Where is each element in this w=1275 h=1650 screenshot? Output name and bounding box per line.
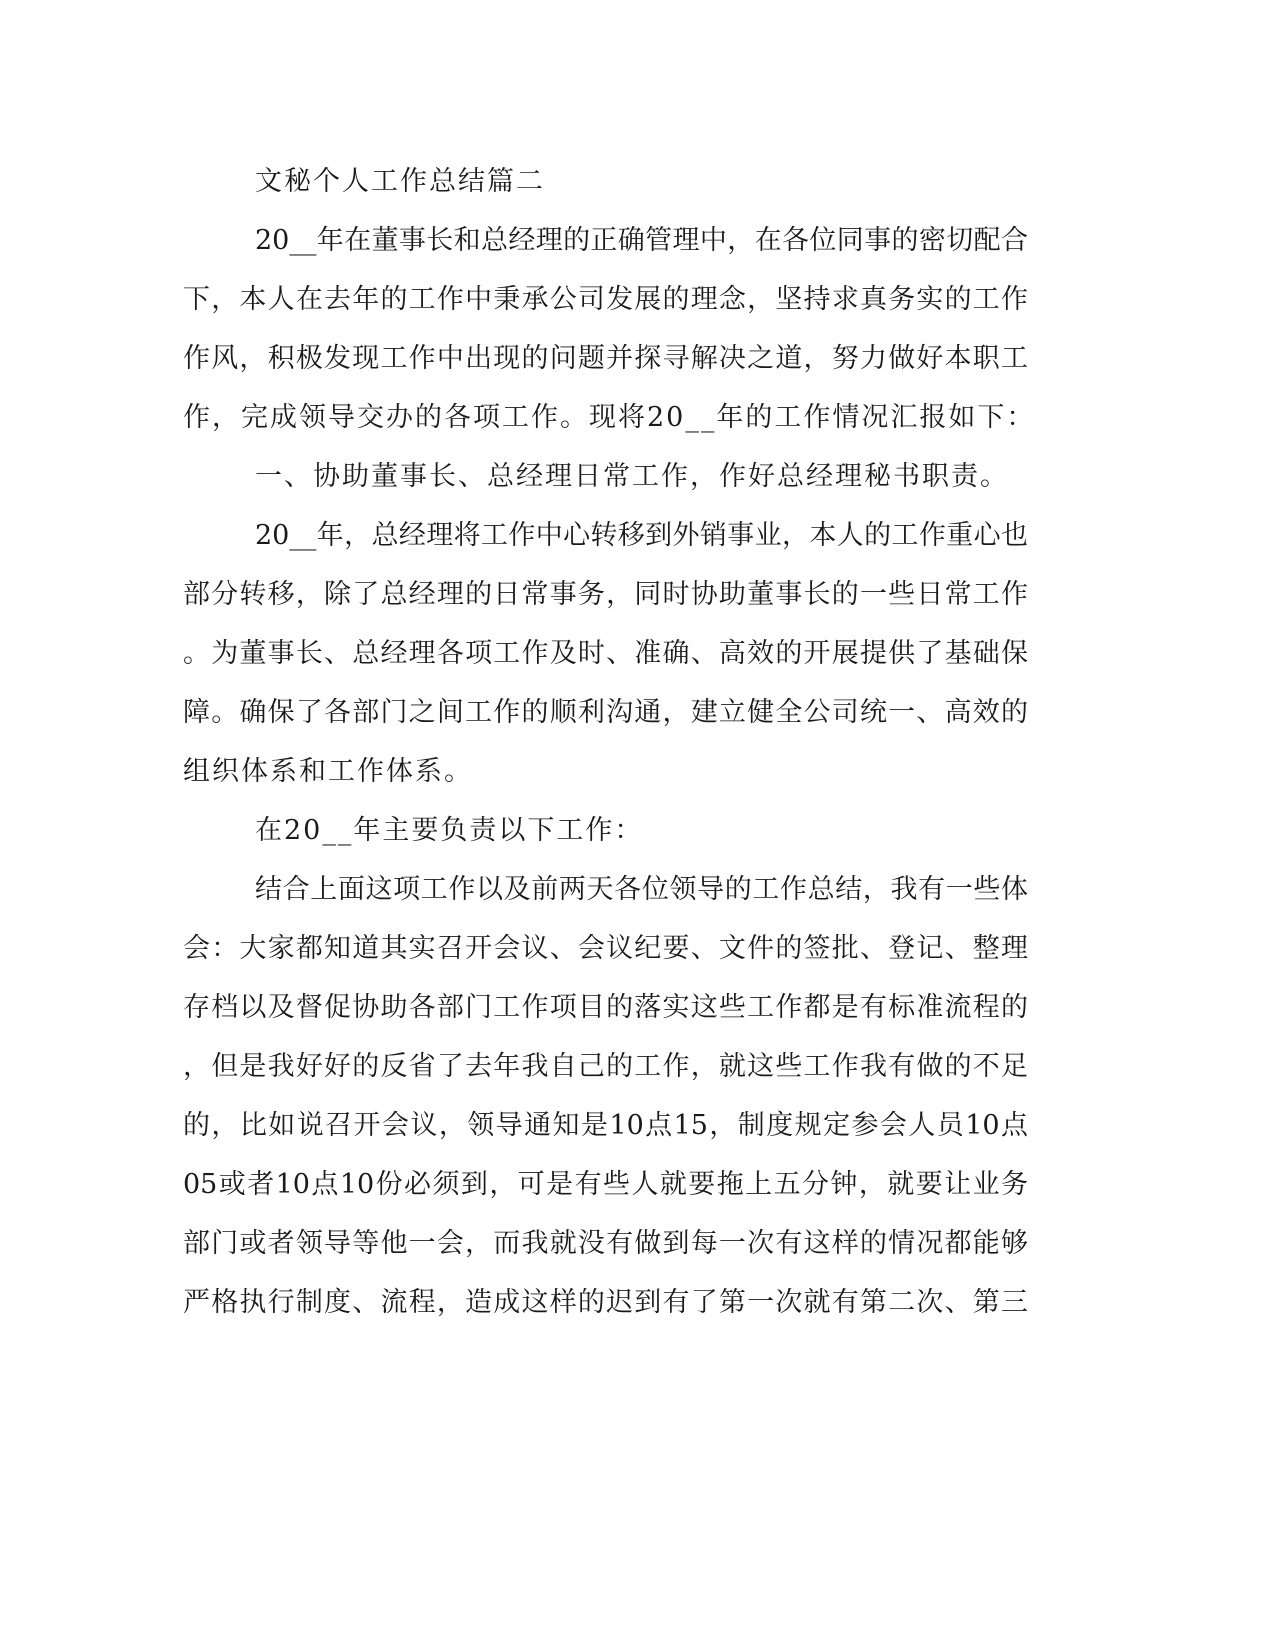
paragraph-line: 20__年，总经理将工作中心转移到外销事业，本人的工作重心也 — [255, 520, 1028, 551]
paragraph-line: 部分转移，除了总经理的日常事务，同时协助董事长的一些日常工作 — [183, 579, 1028, 610]
paragraph-line: 20__年在董事长和总经理的正确管理中，在各位同事的密切配合 — [255, 225, 1028, 256]
paragraph-line: 作，完成领导交办的各项工作。现将20__年的工作情况汇报如下： — [183, 402, 1036, 433]
paragraph-line: 在20__年主要负责以下工作： — [255, 815, 644, 846]
paragraph-line: 。为董事长、总经理各项工作及时、准确、高效的开展提供了基础保 — [183, 638, 1028, 669]
paragraph-line: ，但是我好好的反省了去年我自己的工作，就这些工作我有做的不足 — [183, 1051, 1028, 1082]
paragraph-line: 结合上面这项工作以及前两天各位领导的工作总结，我有一些体 — [255, 874, 1028, 905]
document-body — [183, 152, 1048, 1332]
paragraph-line: 严格执行制度、流程，造成这样的迟到有了第一次就有第二次、第三 — [183, 1287, 1028, 1318]
paragraph-line: 下，本人在去年的工作中秉承公司发展的理念，坚持求真务实的工作 — [183, 284, 1028, 315]
paragraph-line: 组织体系和工作体系。 — [183, 756, 473, 787]
paragraph-line: 障。确保了各部门之间工作的顺利沟通，建立健全公司统一、高效的 — [183, 697, 1028, 728]
paragraph-line: 部门或者领导等他一会，而我就没有做到每一次有这样的情况都能够 — [183, 1228, 1028, 1259]
paragraph-line: 的，比如说召开会议，领导通知是10点15，制度规定参会人员10点 — [183, 1110, 1028, 1141]
paragraph-line: 作风，积极发现工作中出现的问题并探寻解决之道，努力做好本职工 — [183, 343, 1028, 374]
paragraph-line: 05或者10点10份必须到，可是有些人就要拖上五分钟，就要让业务 — [183, 1169, 1028, 1200]
paragraph-line: 存档以及督促协助各部门工作项目的落实这些工作都是有标准流程的 — [183, 992, 1028, 1023]
document-heading: 文秘个人工作总结篇二 — [255, 166, 545, 197]
paragraph-line: 会：大家都知道其实召开会议、会议纪要、文件的签批、登记、整理 — [183, 933, 1028, 964]
section-title: 一、协助董事长、总经理日常工作，作好总经理秘书职责。 — [255, 461, 1009, 492]
